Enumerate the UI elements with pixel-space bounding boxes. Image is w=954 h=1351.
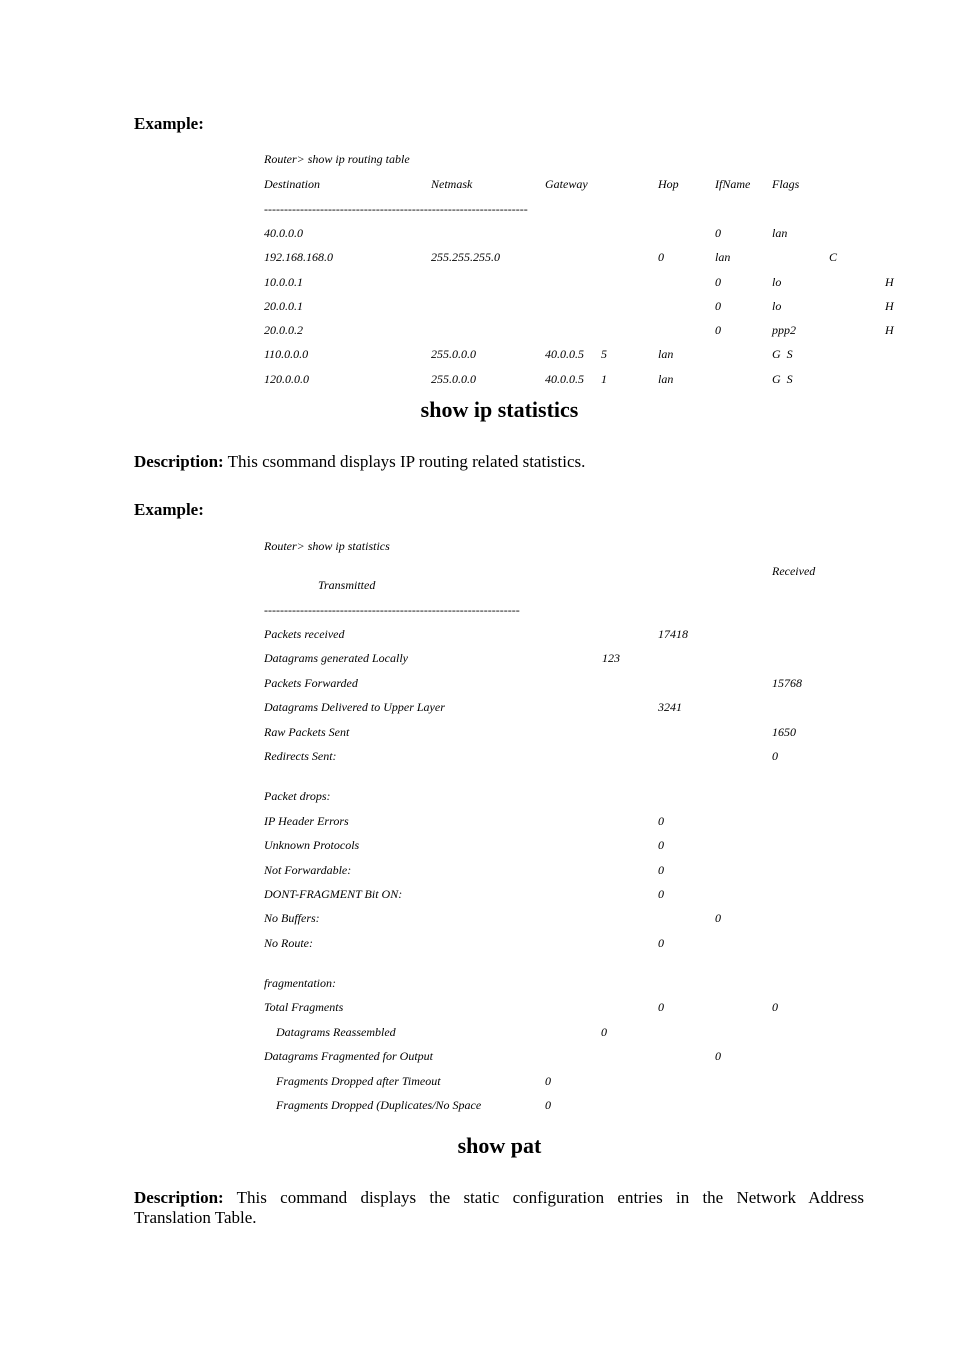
drop-value: 0: [658, 936, 664, 950]
stat-value: 15768: [772, 676, 802, 690]
routing-cell: lo: [772, 275, 782, 289]
stat-value: 123: [602, 651, 620, 665]
routing-mask: 255.0.0.0: [431, 372, 476, 386]
packet-drops-title: Packet drops:: [264, 789, 331, 803]
stat-value: 1650: [772, 725, 796, 739]
frag-label: Fragments Dropped after Timeout: [276, 1074, 441, 1088]
routing-dest: 20.0.0.1: [264, 299, 303, 313]
description-paragraph-line2: Translation Table.: [134, 1208, 257, 1227]
col-netmask: Netmask: [431, 177, 473, 191]
drop-label: DONT-FRAGMENT Bit ON:: [264, 887, 403, 901]
routing-gateway: 40.0.0.5: [545, 372, 584, 386]
routing-cell: H: [885, 323, 894, 337]
routing-cell: C: [829, 250, 838, 264]
drop-value: 0: [658, 838, 664, 852]
frag-value: 0: [545, 1098, 551, 1112]
stat-label: Datagrams Delivered to Upper Layer: [264, 700, 445, 714]
frag-label: Datagrams Reassembled: [276, 1025, 396, 1039]
routing-cell: 5: [601, 347, 607, 361]
description-text: This command displays the static configuration entries in the Network Address: [236, 1188, 864, 1207]
routing-dest: 10.0.0.1: [264, 275, 303, 289]
fragmentation-title: fragmentation:: [264, 976, 336, 990]
routing-separator: ------------------------------------------------------------------: [264, 202, 528, 216]
drop-value: 0: [658, 814, 664, 828]
frag-value: 0: [658, 1000, 664, 1014]
routing-command: Router> show ip routing table: [264, 152, 410, 166]
routing-gateway: 40.0.0.5: [545, 347, 584, 361]
stat-value: 0: [772, 749, 778, 763]
routing-hop: 0: [658, 250, 664, 264]
stat-value: 3241: [658, 700, 682, 714]
stat-label: Datagrams generated Locally: [264, 651, 408, 665]
drop-value: 0: [715, 911, 721, 925]
frag-value: 0: [545, 1074, 551, 1088]
drop-label: Not Forwardable:: [264, 863, 352, 877]
section-heading-show-pat: show pat: [457, 1133, 542, 1158]
stats-separator: ----------------------------------------------------------------: [264, 603, 520, 617]
routing-cell: H: [885, 299, 894, 313]
section-heading-show-ip-statistics: show ip statistics: [420, 397, 579, 422]
description-label: Description:: [134, 1188, 224, 1207]
routing-cell: 0: [715, 299, 721, 313]
stats-command: Router> show ip statistics: [264, 539, 390, 553]
frag-label: Total Fragments: [264, 1000, 344, 1014]
col-destination: Destination: [264, 177, 320, 191]
frag-value: 0: [715, 1049, 721, 1063]
drop-label: IP Header Errors: [264, 814, 349, 828]
routing-hop: lan: [658, 372, 674, 386]
stat-label: Raw Packets Sent: [264, 725, 350, 739]
routing-cell: 0: [715, 275, 721, 289]
drop-value: 0: [658, 887, 664, 901]
col-gateway: Gateway: [545, 177, 588, 191]
frag-label: Fragments Dropped (Duplicates/No Space: [276, 1098, 482, 1112]
frag-value: 0: [601, 1025, 607, 1039]
routing-dest: 110.0.0.0: [264, 347, 309, 361]
drop-value: 0: [658, 863, 664, 877]
routing-cell: lan: [772, 226, 788, 240]
routing-dest: 20.0.0.2: [264, 323, 303, 337]
description-paragraph-line1: [134, 1188, 864, 1208]
routing-cell: 0: [715, 323, 721, 337]
routing-dest: 192.168.168.0: [264, 250, 333, 264]
frag-label: Datagrams Fragmented for Output: [264, 1049, 433, 1063]
col-hop: Hop: [658, 177, 679, 191]
routing-flags: G S: [772, 347, 793, 361]
frag-value: 0: [772, 1000, 778, 1014]
drop-label: No Route:: [264, 936, 313, 950]
routing-cell: 1: [601, 372, 607, 386]
col-flags: Flags: [772, 177, 800, 191]
stats-col-received: Received: [772, 564, 816, 578]
routing-dest: 120.0.0.0: [264, 372, 309, 386]
description-text: This csommand displays IP routing related statistics.: [223, 452, 586, 471]
routing-cell: lo: [772, 299, 782, 313]
stat-label: Packets received: [264, 627, 345, 641]
routing-mask: 255.0.0.0: [431, 347, 476, 361]
routing-cell: 0: [715, 226, 721, 240]
routing-mask: 255.255.255.0: [431, 250, 500, 264]
stat-label: Packets Forwarded: [264, 676, 358, 690]
routing-cell: lan: [715, 250, 731, 264]
description-paragraph: [134, 452, 585, 472]
drop-label: Unknown Protocols: [264, 838, 360, 852]
stat-label: Redirects Sent:: [264, 749, 337, 763]
stat-value: 17418: [658, 627, 688, 641]
drop-label: No Buffers:: [264, 911, 320, 925]
routing-dest: 40.0.0.0: [264, 226, 303, 240]
routing-hop: lan: [658, 347, 674, 361]
routing-flags: G S: [772, 372, 793, 386]
example-label: Example:: [134, 114, 204, 133]
col-ifname: IfName: [715, 177, 751, 191]
routing-cell: ppp2: [772, 323, 796, 337]
description-label: Description:: [134, 452, 224, 471]
routing-cell: H: [885, 275, 894, 289]
stats-col-transmitted: Transmitted: [318, 578, 376, 592]
example-label: Example:: [134, 500, 204, 519]
